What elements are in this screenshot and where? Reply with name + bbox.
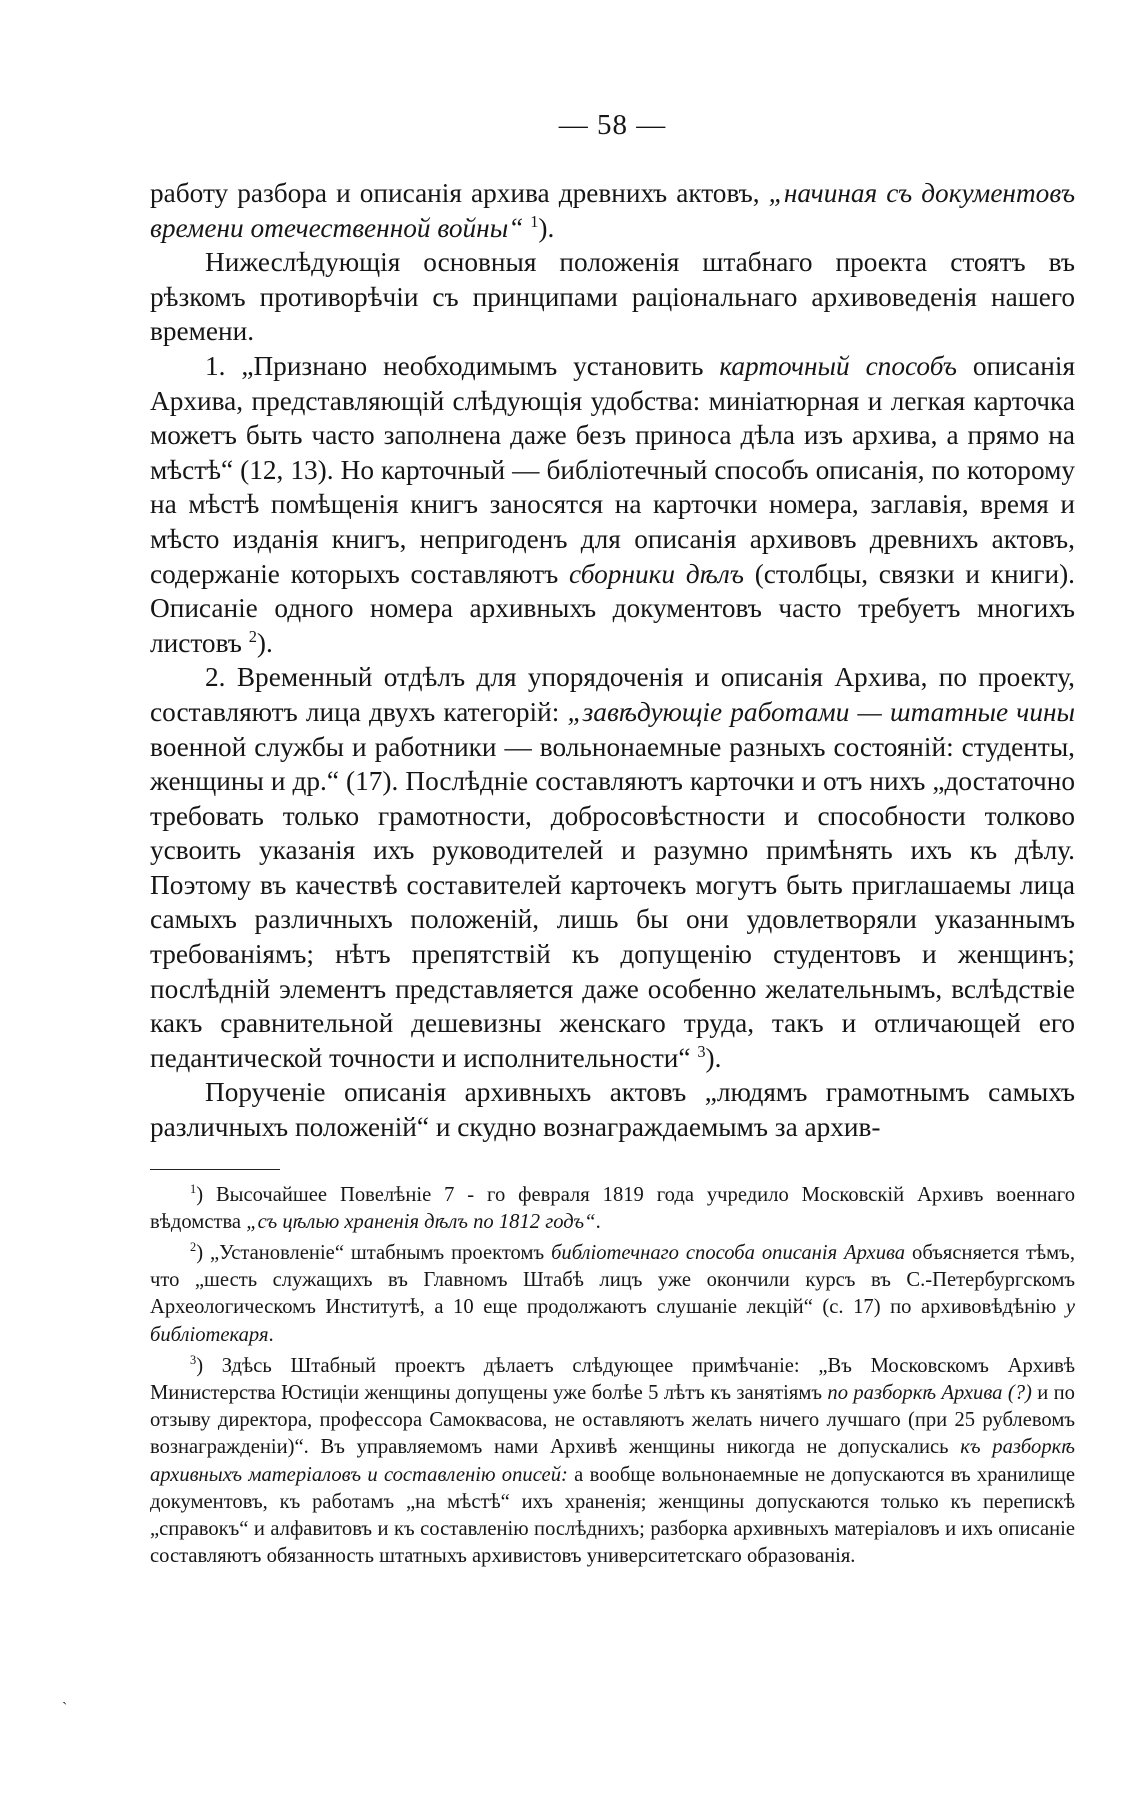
italic-text: у библіотекаря [150,1296,1075,1346]
text-run: 2. Временный отдѣлъ для упорядоченія и описанія Архива, по проекту, составляютъ лица двухъ категорій: [150,662,1075,727]
footnote-ref: 2 [248,626,257,646]
italic-text: сборники дѣлъ [569,558,744,589]
text-run: ). [256,627,273,658]
footnote-2 [150,1240,1075,1349]
footnote-3 [150,1353,1075,1571]
paragraph [150,349,1075,660]
page-number: — 58 — [558,109,667,141]
footnote-ref: 1 [530,211,539,231]
text-run: (столбцы, связки и книги). Описаніе одного номера архивныхъ документовъ часто требуетъ многихъ листовъ [150,558,1075,658]
text-run: ). [705,1042,722,1073]
document-page [150,108,1075,1574]
text-run: Порученіе описанія архивныхъ актовъ „людямъ грамотнымъ самыхъ различныхъ положеній“ и скудно вознаграждаемымъ за архив- [150,1077,1075,1143]
footnotes [150,1182,1075,1571]
italic-text: „начиная съ документовъ времени отечественной войны“ [150,178,1075,243]
italic-text: библіотечнаго способа описанія Архива [551,1242,906,1265]
italic-text: „съ цѣлью храненія дѣлъ по 1812 годъ“ [246,1210,596,1233]
footnote-divider [150,1169,280,1170]
paragraph [150,660,1075,1075]
paragraph [150,245,1075,349]
text-run: ) „Установленіе“ штабнымъ проектомъ [196,1242,552,1265]
italic-text: по разборкѣ Архива (?) [827,1382,1032,1405]
text-run: работу разбора и описанія архива древнихъ актовъ, [150,178,769,208]
paragraph [150,176,1075,245]
paragraph [150,1075,1075,1144]
text-run: описанія Архива, представляющій слѣдующія удобства: миніатюрная и легкая карточка можетъ быть часто заполнена даже безъ приноса дѣла изъ архива, а прямо на мѣстѣ“ (12, 13). Но карточный — библіотечный способъ описанія, по которому на мѣстѣ помѣщенія книгъ заносятся на карточки номера, заглавія, время и мѣсто изданія книгъ, непригоденъ для описанія архивовъ древнихъ актовъ, содержаніе которыхъ составляютъ [150,350,1075,589]
italic-text: карточный способъ [719,350,957,381]
text-run: а вообще вольнонаемные не допускаются въ хранилище документовъ, къ работамъ „на мѣстѣ“ ихъ храненія; женщины допускаются только къ перепискѣ „справокъ“ и алфавитовъ и къ составленію послѣднихъ; разборка архивныхъ матеріаловъ и ихъ описаніе составляютъ обязанность штатныхъ архивистовъ университетскаго образованія. [150,1463,1075,1568]
text-run: объясняется тѣмъ, что „шесть служащихъ въ Главномъ Штабѣ лицъ уже окончили курсъ въ С.-Петербургскомъ Археологическомъ Институтѣ, а 10 еще продолжаютъ слушаніе лекцій“ (с. 17) по архивовѣдѣнію [150,1242,1075,1319]
scan-speck: ˋ [62,1700,68,1717]
text-run: 1. „Признано необходимымъ установить [205,350,720,381]
text-run: . [595,1210,601,1233]
footnote-ref: 3 [697,1041,706,1061]
text-run: ) Здѣсь Штабный проектъ дѣлаетъ слѣдующее примѣчаніе: „Въ Московскомъ Архивѣ Министерства Юстиціи женщины допущены уже болѣе 5 лѣтъ къ занятіямъ [150,1354,1075,1405]
text-run: военной службы и работники — вольнонаемные разныхъ состояній: студенты, женщины и др.“ (17). Послѣдніе составляютъ карточки и отъ нихъ „достаточно требовать только грамотности, добросовѣстности и способности толково усвоить указанія ихъ руководителей и разумно примѣнять ихъ къ дѣлу. Поэтому въ качествѣ составителей карточекъ могутъ быть приглашаемы лица самыхъ различныхъ положеній, лишь бы они удовлетворяли указаннымъ требованіямъ; нѣтъ препятствій къ допущенію студентовъ и женщинъ; послѣдній элементъ представляется даже особенно желательнымъ, вслѣдствіе какъ сравнительной дешевизны женскаго труда, такъ и отличающей его педантической точности и исполнительности“ [150,731,1075,1073]
footnote-ref: 2 [190,1240,197,1255]
text-run: ). [538,212,555,243]
text-run: и по отзыву директора, профессора Самоквасова, не оставляютъ желать ничего лучшаго (при 25 рублевомъ вознагражденіи)“. Въ управляемомъ нами Архивѣ женщины никогда не допускались [150,1382,1075,1459]
footnote-1 [150,1182,1075,1236]
main-text [150,176,1075,1145]
text-run: Нижеслѣдующія основныя положенія штабнаго проекта стоятъ въ рѣзкомъ противорѣчіи съ принципами раціональнаго архивоведенія нашего времени. [150,247,1075,347]
text-run: . [268,1323,274,1346]
footnote-ref: 1 [190,1181,197,1196]
footnote-ref: 3 [190,1352,197,1367]
text-run: ) Высочайшее Повелѣніе 7 - го февраля 1819 года учредило Московскій Архивъ военнаго вѣдомства [150,1183,1075,1233]
italic-text: „завѣдующіе работами — штатные чины [567,696,1075,727]
italic-text: къ разборкѣ архивныхъ матеріаловъ и составленію описей: [150,1436,1075,1486]
